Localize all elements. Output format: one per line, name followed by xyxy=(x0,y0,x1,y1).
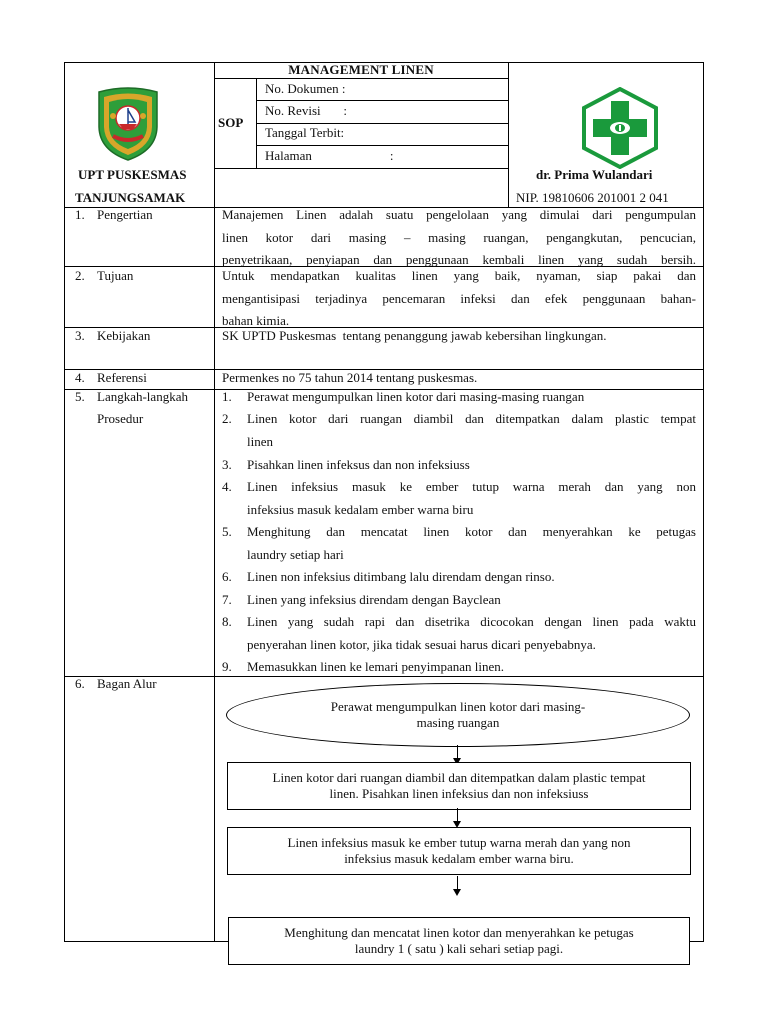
step-text: Linen infeksius masuk ke ember tutup warna merah dan yang non xyxy=(247,479,696,494)
flow-text: Linen kotor dari ruangan diambil dan ditempatkan dalam plastic tempat xyxy=(272,770,646,785)
step-text: Pisahkan linen infeksus dan non infeksiuss xyxy=(247,457,470,472)
flowchart-start-ellipse xyxy=(226,683,690,747)
field-tanggal-terbit: Tanggal Terbit: xyxy=(265,125,345,140)
step-number: 6. xyxy=(222,569,232,584)
puskesmas-logo xyxy=(580,87,660,169)
field-no-dokumen: No. Dokumen : xyxy=(265,81,346,96)
step-text: Linen non infeksius ditimbang lalu direndam dengan rinso. xyxy=(247,569,555,584)
step-text: infeksius masuk kedalam ember warna biru xyxy=(247,501,474,517)
section-number: 6. xyxy=(75,676,85,691)
step-text: Perawat mengumpulkan linen kotor dari masing-masing ruangan xyxy=(247,389,585,404)
step-number: 1. xyxy=(222,389,232,404)
sop-label: SOP xyxy=(218,115,244,130)
step-text: penyerahan linen kotor, jika tidak sesuai harus dicari penyebabnya. xyxy=(247,636,596,652)
step-text: Linen yang infeksius direndam dengan Bayclean xyxy=(247,592,501,607)
flow-text: linen. Pisahkan linen infeksius dan non infeksiuss xyxy=(329,786,589,801)
section-label-kebijakan: Kebijakan xyxy=(97,328,151,343)
section-label-bagan-alur: Bagan Alur xyxy=(97,676,157,691)
flowchart-step-box xyxy=(228,917,690,965)
step-text: Menghitung dan mencatat linen kotor dan menyerahkan ke petugas xyxy=(247,524,696,539)
pengertian-text xyxy=(222,204,696,272)
step-text: Memasukkan linen ke lemari penyimpanan linen. xyxy=(247,659,505,674)
step-number: 8. xyxy=(222,614,232,629)
text-line: mengantisipasi terjadinya pencemaran infeksi dan efek penggunaan bahan- xyxy=(222,290,696,306)
kebijakan-text: SK UPTD Puskesmas tentang penanggung jawab kebersihan lingkungan. xyxy=(222,328,607,343)
field-halaman: Halaman : xyxy=(265,148,394,163)
regional-emblem-logo xyxy=(95,86,161,162)
step-number: 3. xyxy=(222,457,232,472)
signer-nip: NIP. 19810606 201001 2 041 xyxy=(516,190,669,205)
signer-name: dr. Prima Wulandari xyxy=(536,167,653,182)
text-line: Manajemen Linen adalah suatu pengelolaan yang dimulai dari pengumpulan xyxy=(222,207,696,222)
section-label-prosedur: Prosedur xyxy=(97,411,144,426)
step-number: 9. xyxy=(222,659,232,674)
step-number: 7. xyxy=(222,592,232,607)
tujuan-text xyxy=(222,265,696,333)
section-number: 4. xyxy=(75,370,85,385)
flow-text: laundry 1 ( satu ) kali sehari setiap pagi. xyxy=(354,941,564,956)
organization-name-line1: UPT PUSKESMAS xyxy=(78,167,187,182)
flow-text: Perawat mengumpulkan linen kotor dari masing- xyxy=(330,699,586,714)
text-line: bahan kimia. xyxy=(222,313,290,328)
section-label-langkah: Langkah-langkah xyxy=(97,389,188,404)
section-label-referensi: Referensi xyxy=(97,370,147,385)
flow-text: Linen infeksius masuk ke ember tutup warna merah dan yang non xyxy=(287,835,631,850)
step-text: linen xyxy=(247,433,273,449)
flow-arrow xyxy=(457,745,458,759)
organization-name-line2: TANJUNGSAMAK xyxy=(75,190,186,205)
step-text: laundry setiap hari xyxy=(247,546,344,562)
section-label-tujuan: Tujuan xyxy=(97,268,134,283)
text-line: penyetrikaan, penyiapan dan penggunaan kembali linen yang sudah bersih. xyxy=(222,252,696,267)
referensi-text: Permenkes no 75 tahun 2014 tentang puskesmas. xyxy=(222,370,478,385)
flow-text: Menghitung dan mencatat linen kotor dan menyerahkan ke petugas xyxy=(284,925,634,940)
section-number: 5. xyxy=(75,389,85,404)
section-number: 1. xyxy=(75,207,85,222)
flowchart-step-box xyxy=(227,827,691,875)
field-no-revisi: No. Revisi : xyxy=(265,103,347,118)
step-number: 5. xyxy=(222,524,232,539)
step-text: Linen kotor dari ruangan diambil dan ditempatkan dalam plastic tempat xyxy=(247,411,696,426)
flow-text: infeksius masuk kedalam ember warna biru. xyxy=(344,851,574,866)
flow-arrow xyxy=(457,876,458,890)
flow-text: masing ruangan xyxy=(416,715,500,730)
step-number: 2. xyxy=(222,411,232,426)
section-number: 3. xyxy=(75,328,85,343)
flowchart-step-box xyxy=(227,762,691,810)
step-number: 4. xyxy=(222,479,232,494)
flow-arrow xyxy=(457,808,458,822)
text-line: linen kotor dari masing – masing ruangan, pengangkutan, pencucian, xyxy=(222,229,696,245)
text-line: Untuk mendapatkan kualitas linen yang baik, nyaman, siap pakai dan xyxy=(222,268,696,283)
document-title: MANAGEMENT LINEN xyxy=(288,62,434,77)
section-label-pengertian: Pengertian xyxy=(97,207,153,222)
section-number: 2. xyxy=(75,268,85,283)
step-text: Linen yang sudah rapi dan disetrika dicocokan dengan linen pada waktu xyxy=(247,614,696,629)
